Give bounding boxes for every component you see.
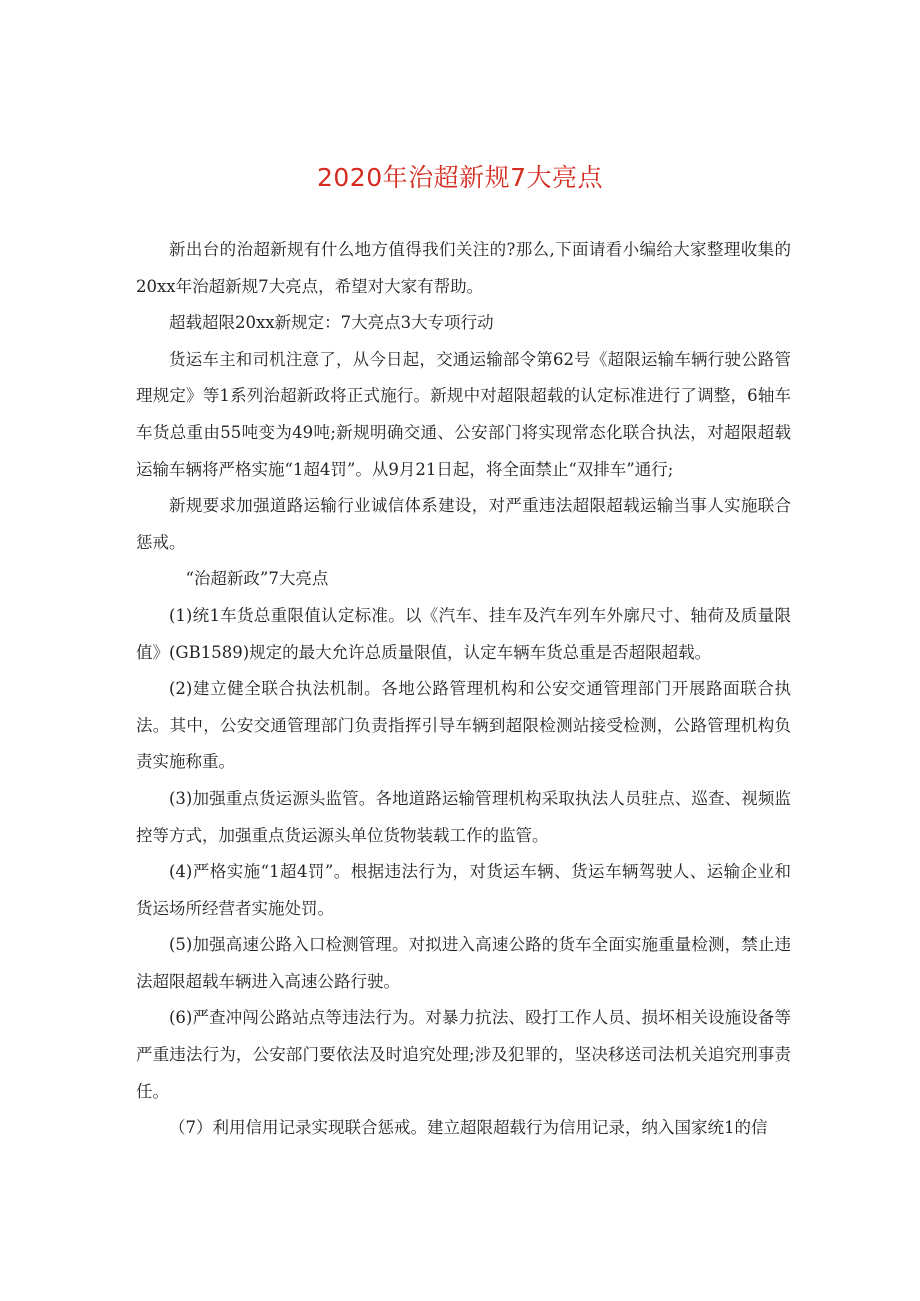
paragraph-highlights-heading: “治超新政”7大亮点: [185, 569, 329, 589]
document-body: [136, 232, 791, 1147]
list-item-7: （7）利用信用记录实现联合惩戒。建立超限超载行为信用记录，纳入国家统1的信: [169, 1118, 768, 1138]
paragraph-overview: 货运车主和司机注意了，从今日起，交通运输部令第62号《超限运输车辆行驶公路管理规定》等1系列治超新政将正式施行。新规中对超限超载的认定标准进行了调整，6轴车车货总重由55吨变为49吨;新规明确交通、公安部门将实现常态化联合执法，对超限超载运输车辆将严格实施“1超4罚”。从9月21日起，将全面禁止“双排车”通行;: [136, 349, 791, 479]
list-item-2: (2)建立健全联合执法机制。各地公路管理机构和公安交通管理部门开展路面联合执法。其中，公安交通管理部门负责指挥引导车辆到超限检测站接受检测，公路管理机构负责实施称重。: [136, 679, 791, 772]
list-item-4: (4)严格实施“1超4罚”。根据违法行为，对货运车辆、货运车辆驾驶人、运输企业和货运场所经营者实施处罚。: [136, 862, 791, 918]
paragraph-credit-system: 新规要求加强道路运输行业诚信体系建设，对严重违法超限超载运输当事人实施联合惩戒。: [136, 496, 791, 552]
document-title: 2020年治超新规7大亮点: [316, 163, 604, 192]
list-item-1: (1)统1车货总重限值认定标准。以《汽车、挂车及汽车列车外廓尺寸、轴荷及质量限值》(GB1589)规定的最大允许总质量限值，认定车辆车货总重是否超限超载。: [136, 605, 791, 662]
paragraph-intro: 新出台的治超新规有什么地方值得我们关注的?那么,下面请看小编给大家整理收集的20xx年治超新规7大亮点，希望对大家有帮助。: [136, 240, 791, 296]
list-item-6: (6)严查冲闯公路站点等违法行为。对暴力抗法、殴打工作人员、损坏相关设施设备等严重违法行为，公安部门要依法及时追究处理;涉及犯罪的，坚决移送司法机关追究刑事责任。: [136, 1008, 791, 1101]
paragraph-subheading: 超载超限20xx新规定：7大亮点3大专项行动: [169, 313, 494, 333]
list-item-5: (5)加强高速公路入口检测管理。对拟进入高速公路的货车全面实施重量检测，禁止违法超限超载车辆进入高速公路行驶。: [136, 935, 791, 991]
list-item-3: (3)加强重点货运源头监管。各地道路运输管理机构采取执法人员驻点、巡查、视频监控等方式，加强重点货运源头单位货物装载工作的监管。: [136, 788, 791, 845]
